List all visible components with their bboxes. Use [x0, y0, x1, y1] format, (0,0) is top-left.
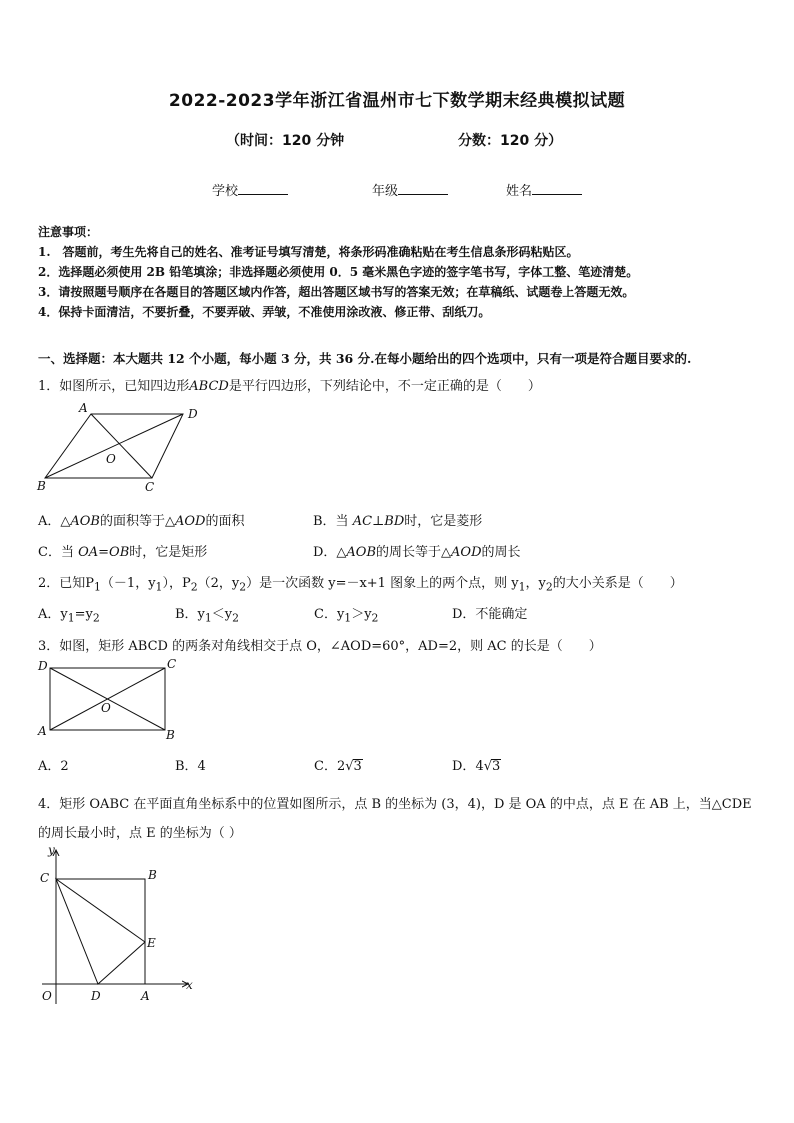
opt-lead: D．△: [313, 545, 347, 560]
label-y: y: [48, 843, 55, 857]
opt-lead: C．当: [38, 545, 74, 560]
opt-var: AC: [352, 514, 373, 529]
name-field: [506, 180, 582, 199]
q2-sub: 1: [518, 580, 526, 594]
opt-var: AOD: [451, 545, 482, 560]
question-4-line-2: 的周长最小时，点 E 的坐标为（ ）: [38, 826, 242, 841]
opt-radicand: 3: [353, 759, 362, 774]
q3-option-b[interactable]: B．4: [175, 759, 206, 774]
opt-lead: A．△: [38, 514, 71, 529]
opt-sub: 1: [204, 611, 212, 625]
section-heading: 一、选择题：本大题共 12 个小题，每小题 3 分，共 36 分.在每小题给出的四个选项中，只有一项是符合题目要求的.: [38, 351, 692, 366]
notes-block: [38, 222, 638, 322]
q1-option-d[interactable]: [313, 541, 521, 560]
note-item: 2．选择题必须使用 2B 铅笔填涂；非选择题必须使用 0．5 毫米黑色字迹的签字笔书写，字体工整、笔迹清楚。: [38, 265, 639, 279]
q1-parallelogram-figure: [30, 398, 210, 498]
grade-field: [372, 180, 448, 199]
q3-option-a[interactable]: A．2: [38, 759, 69, 774]
triangle-cde: [56, 879, 145, 984]
q2-option-c[interactable]: [314, 603, 378, 625]
opt-lead: D．: [452, 759, 476, 774]
note-item: 1. 答题前，考生先将自己的姓名、准考证号填写清楚，将条形码准确粘贴在考生信息条形码粘贴区。: [38, 245, 579, 259]
q3-rectangle-figure: [30, 655, 190, 745]
opt-t: ＜y: [211, 607, 233, 622]
q1-option-c[interactable]: [38, 541, 207, 560]
q1-text-post: 是平行四边形，下列结论中，不一定正确的是（ ）: [228, 379, 541, 394]
label-d: D: [188, 407, 198, 421]
label-b: B: [166, 728, 175, 742]
opt-t: =y: [74, 607, 93, 622]
school-blank[interactable]: [238, 182, 288, 195]
q2-t: ）是一次函数 y=－x+1 图象上的两个点，则 y: [246, 576, 519, 591]
q3-option-d[interactable]: [452, 755, 501, 774]
opt-mid: 的面积等于△: [100, 514, 175, 529]
label-c: C: [145, 480, 155, 494]
diagonal-ac: [91, 414, 152, 478]
school-field: [212, 180, 288, 199]
grade-blank[interactable]: [398, 182, 448, 195]
opt-lead: C．: [314, 759, 337, 774]
notes-heading: 注意事项：: [38, 225, 99, 239]
label-o: O: [101, 701, 111, 715]
sqrt-icon: √: [345, 759, 354, 774]
question-3-text: 3．如图，矩形 ABCD 的两条对角线相交于点 O，∠AOD=60°，AD=2，则 AC 的长是（ ）: [38, 639, 602, 654]
q4-coordinate-figure: [30, 842, 210, 1012]
label-c: C: [40, 871, 50, 885]
opt-sub: 2: [371, 611, 379, 625]
opt-t: A．y: [38, 607, 68, 622]
opt-var: OA=OB: [78, 545, 130, 560]
label-a: A: [79, 401, 88, 415]
label-d: D: [38, 659, 48, 673]
exam-title: 2022-2023学年浙江省温州市七下数学期末经典模拟试题: [168, 91, 626, 111]
q2-sub: 2: [239, 580, 247, 594]
opt-t: C．y: [314, 607, 345, 622]
q1-text-pre: 1．如图所示，已知四边形: [38, 379, 190, 394]
label-b: B: [37, 479, 46, 493]
opt-coef: 2: [336, 759, 346, 774]
q2-sub: 1: [94, 580, 101, 594]
q2-t: 2．已知P: [38, 576, 95, 591]
q1-option-a[interactable]: [38, 510, 244, 529]
opt-coef: 4: [475, 759, 484, 774]
q2-t: （－1，y: [100, 576, 156, 591]
label-a: A: [38, 724, 47, 738]
opt-mid: ⊥: [372, 514, 385, 529]
opt-end: 时，它是菱形: [404, 514, 483, 529]
q2-option-b[interactable]: [175, 603, 239, 625]
label-c: C: [167, 657, 177, 671]
opt-mid: 的周长等于△: [376, 545, 452, 560]
opt-end: 的面积: [205, 514, 245, 529]
question-4-line-1: 4．矩形 OABC 在平面直角坐标系中的位置如图所示，点 B 的坐标为 (3，4)，D 是 OA 的中点，点 E 在 AB 上，当△CDE: [38, 797, 752, 812]
exam-time: （时间：120 分钟: [226, 133, 345, 149]
opt-var: BD: [384, 514, 405, 529]
opt-var: AOB: [346, 545, 377, 560]
note-item: 3．请按照题号顺序在各题目的答题区域内作答，超出答题区域书写的答案无效；在草稿纸、试题卷上答题无效。: [38, 285, 635, 299]
label-o: O: [106, 452, 116, 466]
opt-sub: 1: [67, 611, 75, 625]
note-item: 4．保持卡面清洁，不要折叠，不要弄破、弄皱，不准使用涂改液、修正带、刮纸刀。: [38, 305, 491, 319]
label-b: B: [148, 868, 157, 882]
opt-t: ＞y: [351, 607, 372, 622]
opt-var: AOB: [70, 514, 100, 529]
q2-sub: 2: [545, 580, 553, 594]
q3-option-c[interactable]: [314, 755, 363, 774]
question-1-text: [38, 375, 541, 394]
question-2-text: [38, 572, 683, 594]
opt-end: 的周长: [481, 545, 521, 560]
label-d: D: [91, 989, 101, 1003]
opt-lead: B．当: [313, 514, 349, 529]
q2-t: ），P: [162, 576, 191, 591]
opt-radicand: 3: [492, 759, 501, 774]
diagonal-bd: [45, 414, 183, 478]
opt-sub: 1: [344, 611, 352, 625]
name-label: 姓名: [506, 184, 533, 199]
opt-t: B．y: [175, 607, 205, 622]
label-x: x: [186, 978, 193, 992]
q2-t: ，y: [525, 576, 546, 591]
opt-sub: 2: [232, 611, 240, 625]
label-o: O: [42, 989, 52, 1003]
name-blank[interactable]: [532, 182, 582, 195]
opt-sub: 2: [92, 611, 100, 625]
q2-sub: 1: [155, 580, 163, 594]
sqrt-icon: √: [483, 759, 493, 774]
grade-label: 年级: [372, 184, 399, 199]
exam-score: 分数：120 分）: [458, 133, 563, 149]
q2-t: 的大小关系是（ ）: [552, 576, 683, 591]
school-label: 学校: [212, 184, 239, 199]
q2-option-d[interactable]: D．不能确定: [452, 607, 528, 622]
q1-var: ABCD: [189, 379, 229, 394]
q2-t: （2，y: [197, 576, 240, 591]
label-e: E: [147, 936, 156, 950]
q2-option-a[interactable]: [38, 603, 100, 625]
q2-sub: 2: [190, 580, 198, 594]
q1-option-b[interactable]: [313, 510, 482, 529]
opt-end: 时，它是矩形: [129, 545, 208, 560]
opt-var: AOD: [175, 514, 206, 529]
rectangle-oabc: [56, 879, 145, 984]
label-a: A: [141, 989, 150, 1003]
